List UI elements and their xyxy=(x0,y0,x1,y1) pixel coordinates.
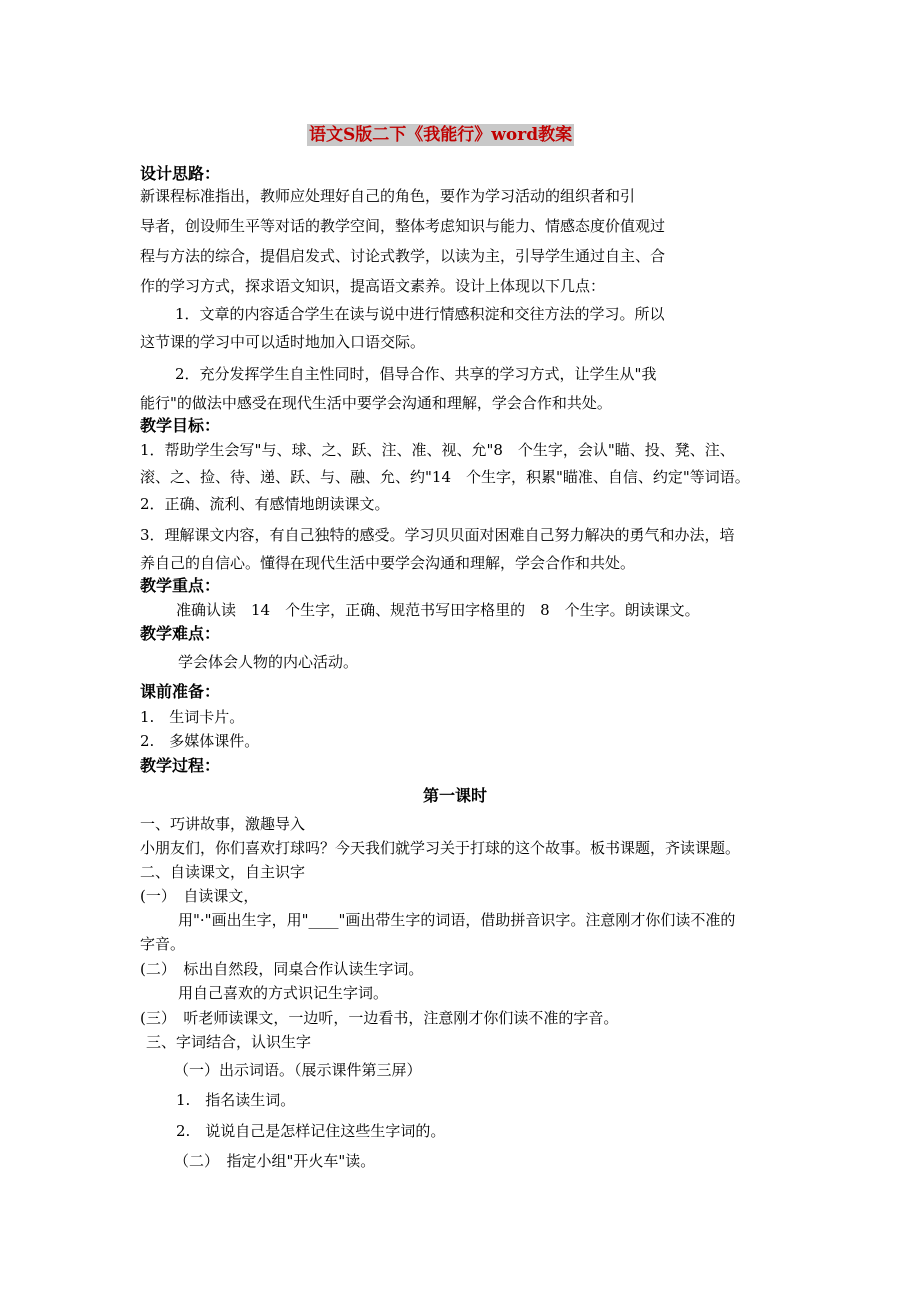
design-line: 导者，创设师生平等对话的教学空间，整体考虑知识与能力、情感态度价值观过 xyxy=(140,217,666,235)
design-heading: 设计思路： xyxy=(140,164,221,183)
process-line: 字音。 xyxy=(140,935,186,953)
process-line: (三） 听老师读课文，一边听，一边看书，注意刚才你们读不准的字音。 xyxy=(140,1009,619,1027)
design-line: 1．文章的内容适合学生在读与说中进行情感积淀和交往方法的学习。所以 xyxy=(175,305,665,323)
process-line: (二） 标出自然段，同桌合作认读生字词。 xyxy=(140,960,424,978)
prep-item: 2. 多媒体课件。 xyxy=(140,732,260,750)
goals-line: 养自己的自信心。懂得在现代生活中要学会沟通和理解，学会合作和共处。 xyxy=(140,554,636,572)
design-line: 作的学习方式，探求语文知识，提高语文素养。设计上体现以下几点： xyxy=(140,277,606,295)
key-heading: 教学重点： xyxy=(140,576,221,595)
process-line: (一） 自读课文， xyxy=(140,887,259,905)
process-line: 小朋友们，你们喜欢打球吗？今天我们就学习关于打球的这个故事。板书课题，齐读课题。 xyxy=(140,839,741,857)
process-heading: 教学过程： xyxy=(140,756,221,775)
design-line: 这节课的学习中可以适时地加入口语交际。 xyxy=(140,333,426,351)
goals-line: 3．理解课文内容，有自己独特的感受。学习贝贝面对困难自己努力解决的勇气和办法，培 xyxy=(140,526,735,544)
design-line: 新课程标准指出，教师应处理好自己的角色，要作为学习活动的组织者和引 xyxy=(140,187,636,205)
process-line: （一）出示词语。（展示课件第三屏） xyxy=(174,1061,422,1079)
difficult-text: 学会体会人物的内心活动。 xyxy=(178,653,359,671)
process-line: 用"·"画出生字，用"____"画出带生字的词语，借助拼音识字。注意刚才你们读不准的 xyxy=(178,911,736,929)
goals-line: 滚、之、捡、待、递、跃、与、融、允、约"14 个生字，积累"瞄准、自信、约定"等词语。 xyxy=(140,468,750,486)
process-line: 用自己喜欢的方式识记生字词。 xyxy=(178,984,389,1002)
goals-line: 1．帮助学生会写"与、球、之、跃、注、准、视、允"8 个生字，会认"瞄、投、凳、注、 xyxy=(140,441,735,459)
process-line: 三、字词结合，认识生字 xyxy=(146,1033,312,1051)
design-line: 程与方法的综合，提倡启发式、讨论式教学，以读为主，引导学生通过自主、合 xyxy=(140,247,666,265)
difficult-heading: 教学难点： xyxy=(140,624,221,643)
process-line: 二、自读课文，自主识字 xyxy=(140,863,306,881)
process-line: 1. 指名读生词。 xyxy=(176,1091,296,1109)
process-line: 一、巧讲故事，激趣导入 xyxy=(140,815,306,833)
process-line: 2. 说说自己是怎样记住这些生字词的。 xyxy=(176,1122,446,1140)
document-title: 语文S版二下《我能行》word教案 xyxy=(309,125,573,145)
prep-heading: 课前准备： xyxy=(140,682,221,701)
prep-item: 1. 生词卡片。 xyxy=(140,708,245,726)
lesson-title: 第一课时 xyxy=(423,786,488,805)
process-line: （二） 指定小组"开火车"读。 xyxy=(174,1152,376,1170)
key-text: 准确认读 14 个生字，正确、规范书写田字格里的 8 个生字。朗读课文。 xyxy=(176,601,700,619)
design-line: 能行"的做法中感受在现代生活中要学会沟通和理解，学会合作和共处。 xyxy=(140,394,612,412)
design-line: 2．充分发挥学生自主性同时，倡导合作、共享的学习方式，让学生从"我 xyxy=(175,365,657,383)
goals-heading: 教学目标： xyxy=(140,416,221,435)
goals-line: 2．正确、流利、有感情地朗读课文。 xyxy=(140,495,390,513)
